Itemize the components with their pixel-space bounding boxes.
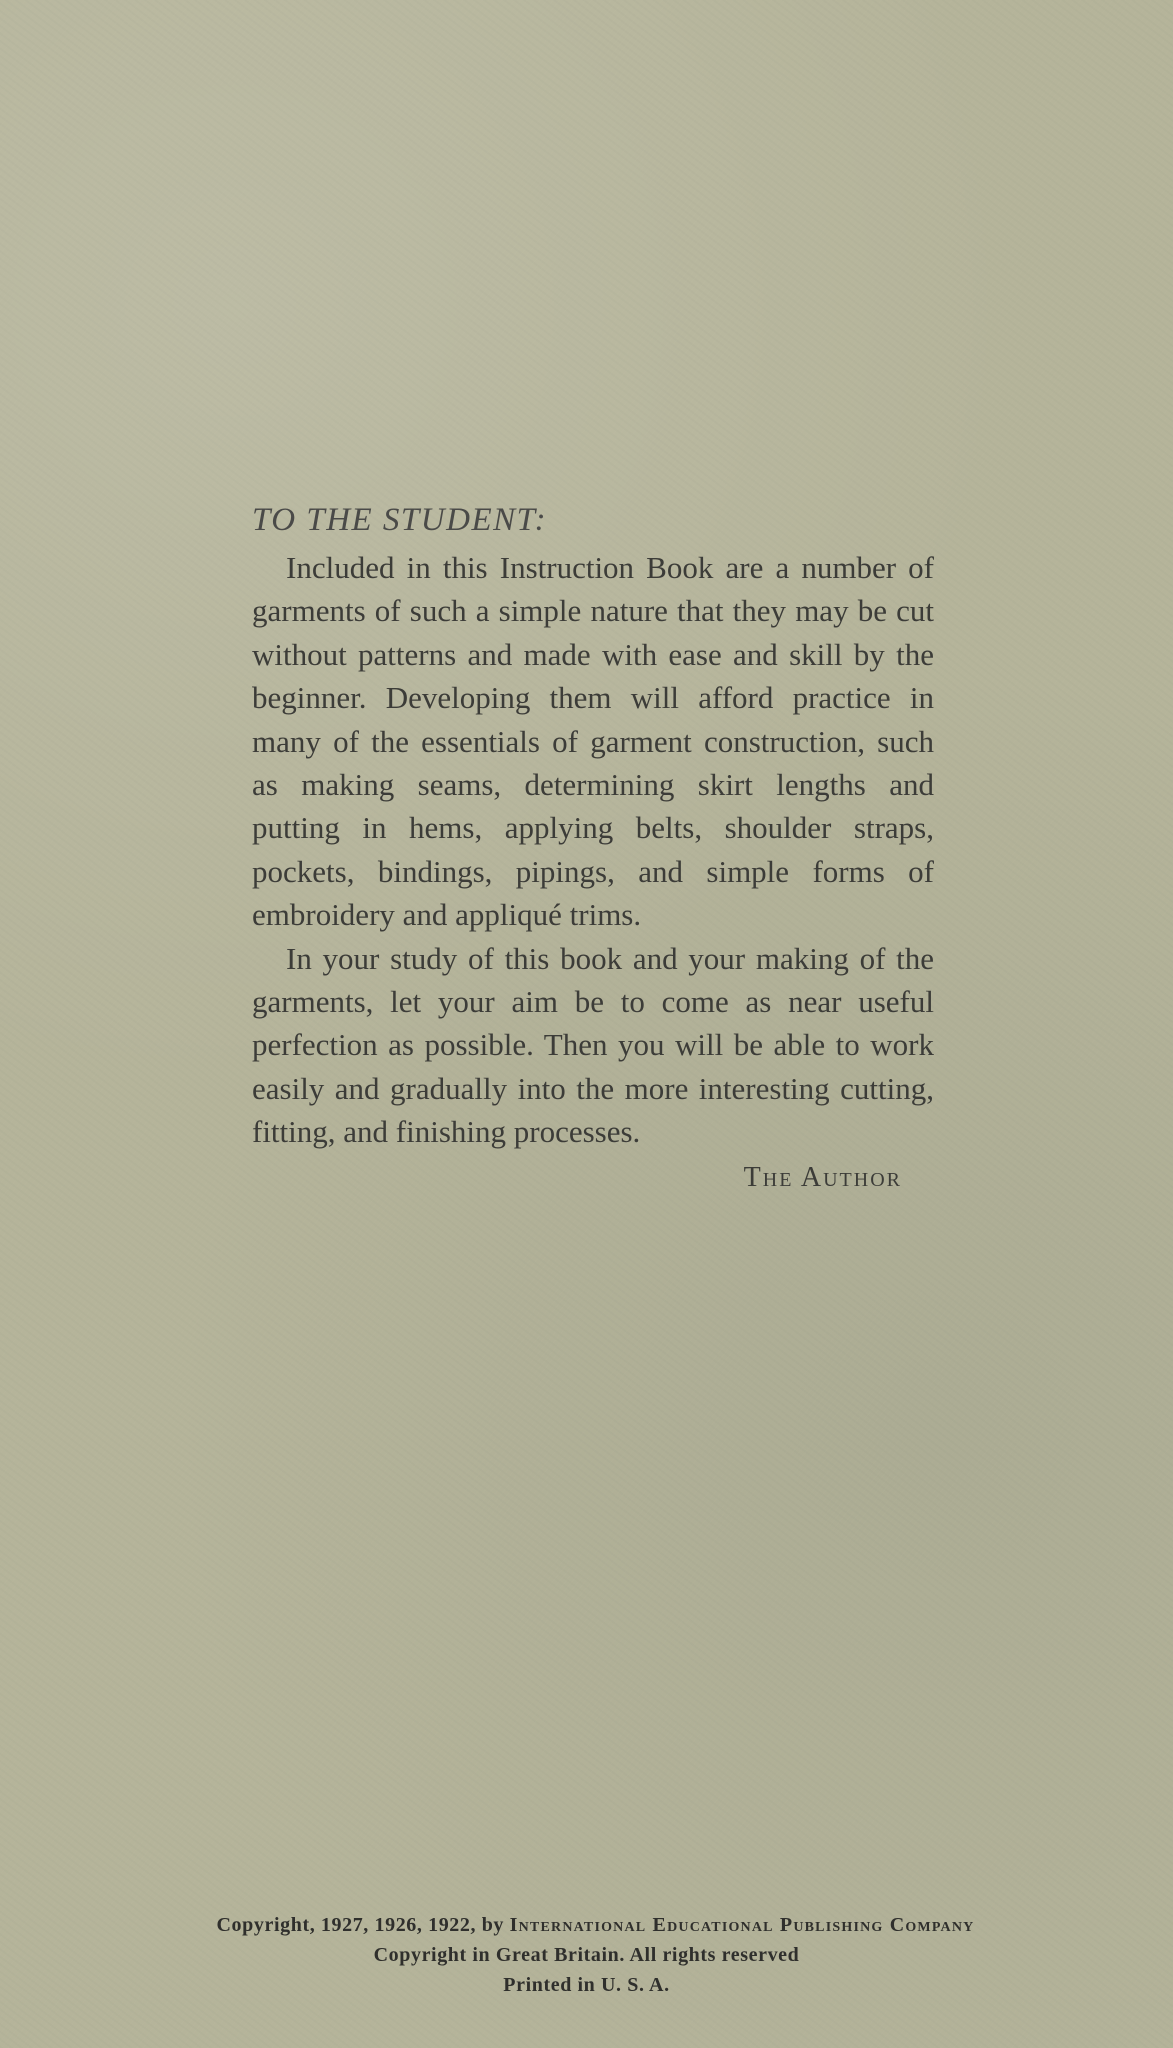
copyright-imprint <box>0 1910 1173 2000</box>
copyright-prefix: Copyright, 1927, 1926, 1922, by <box>216 1914 505 1936</box>
preface-paragraph-1: Included in this Instruction Book are a number of garments of such a simple nature that they may be cut without patterns and made with ease and skill by the beginner. Developing them will afford practice in many of the essentials of garment construction, such as making seams, determining skirt lengths and putting in hems, applying belts, shoulder straps, pockets, bindings, pipings, and simple forms of embroidery and appliqué trims. <box>252 550 934 933</box>
author-signature: The Author <box>743 1161 902 1193</box>
preface-paragraph-2: In your study of this book and your making of the garments, let your aim be to come as near useful perfection as possible. Then you will be able to work easily and gradually into the more interesting cutting, fitting, and finishing processes. <box>252 940 934 1150</box>
preface-heading: TO THE STUDENT: <box>252 502 548 538</box>
copyright-line <box>18 1910 1173 1940</box>
preface-block <box>252 498 934 1194</box>
publisher-name: International Educational Publishing Company <box>509 1914 975 1936</box>
copyright-britain-line: Copyright in Great Britain. All rights reserved <box>373 1944 800 1966</box>
printed-in-line: Printed in U. S. A. <box>503 1974 670 1996</box>
